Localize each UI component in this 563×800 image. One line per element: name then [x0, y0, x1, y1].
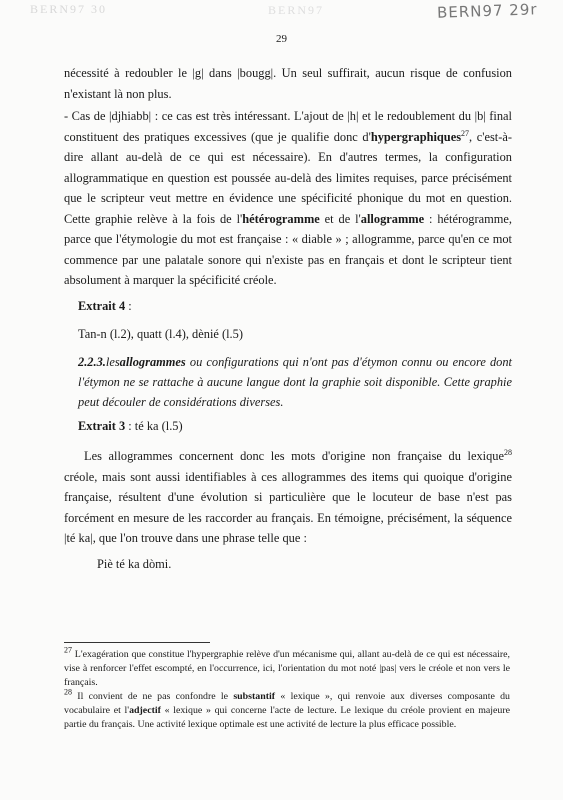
term-hypergraphiques: hypergraphiques — [370, 129, 462, 144]
extrait-4-label: Extrait 4 — [78, 299, 126, 313]
extrait-4-heading — [78, 296, 512, 317]
section-les: les — [105, 355, 120, 369]
paragraph-text: nécessité à redoubler le |g| dans |bougg|. Un seul suffirait, aucun risque de confusion n'existant là non plus. — [64, 66, 512, 101]
footnote-number: 27 — [64, 645, 72, 655]
example-sentence — [97, 554, 512, 575]
text-run: créole, mais sont aussi identifiables à ces allogrammes des items qui quoique d'origine française, résultent d'une évolution si particulière que le locuteur de base n'est pas forcément en mesure de les raccorder au français. En témoigne, précisément, la séquence |té ka|, que l'on trouve dans une phrase telle que : — [64, 469, 512, 545]
page-number: 29 — [276, 33, 287, 45]
text-run: et de l' — [319, 211, 361, 226]
extrait-3-text: : té ka (l.5) — [125, 419, 183, 433]
footnote-ref-28[interactable]: 28 — [504, 447, 512, 457]
extrait-4-content — [78, 324, 512, 345]
term-allogramme: allogramme — [360, 211, 425, 226]
section-text: ou configurations qui n'ont pas d'étymon connu ou encore dont l'étymon ne se rattache à aucune langue dont la graphie soit disponible. Cette graphie peut découler de considérations diverses. — [78, 355, 512, 409]
term-adjectif: adjectif — [129, 705, 161, 716]
footnote-text: « lexique » qui concerne l'acte de lecture. Le lexique du créole provient en majeure partie du français. Une activité lexique optimale est une activité de lecture la plus efficace possible. — [64, 705, 510, 730]
paragraph-redoubling — [64, 63, 512, 104]
section-number: 2.2.3. — [78, 355, 106, 369]
extrait-3-label: Extrait 3 — [78, 419, 126, 433]
footnote-28 — [64, 687, 510, 732]
extrait-4-text: Tan-n (l.2), quatt (l.4), dènié (l.5) — [78, 327, 243, 341]
faded-stamp-center: BERN97 — [268, 3, 325, 17]
extrait-3-heading — [78, 416, 512, 437]
footnote-text: Il convient de ne pas confondre le — [72, 691, 234, 702]
text-run: , c'est-à-dire allant au-delà de ce qui est nécessaire). En d'autres termes, la configuration allogrammatique en question est poussée au-delà des limites requises, parce précisément que le scripteur veut mettre en évidence une spécificité phonique du mot en question. Cette graphie relève à la fois de l' — [64, 129, 512, 226]
paragraph-allogrammes — [64, 446, 512, 549]
section-2-2-3 — [78, 352, 512, 412]
footnote-text: L'exagération que constitue l'hypergraphie relève d'un mécanisme qui, allant au-delà de ce qui est nécessaire, vise à renforcer l'effet escompté, en l'occurrence, ici, l'orientation du mot noté |pas| vers le créole et non vers le français. — [64, 649, 510, 688]
example-text: Piè té ka dòmi. — [97, 557, 172, 571]
footnote-ref-27[interactable]: 27 — [461, 128, 470, 138]
footnote-number: 28 — [64, 687, 72, 697]
term-heterogramme: hétérogramme — [242, 211, 320, 226]
footnote-27 — [64, 645, 510, 690]
paragraph-djhiabb — [64, 106, 512, 291]
handwritten-reference: BERN97 29r — [436, 0, 538, 22]
heading-colon: : — [125, 299, 132, 313]
text-run: : hétérogramme, parce que l'étymologie du mot est française : « diable » ; allogramme, parce qu'en ce mot commence par une palatale sonore qui n'existe pas en français et dont le scripteur tient absolument à marquer la spécificité créole. — [64, 211, 512, 287]
text-run: - Cas de |djhiabb| : ce cas est très intéressant. L'ajout de |h| et le redoublement du |b| final constituent des pratiques excessives (que je qualifie donc d' — [64, 109, 512, 144]
footnote-text: « lexique », qui renvoie aux diverses composante du vocabulaire et l' — [64, 691, 510, 716]
footnotes — [64, 645, 510, 732]
footnote-separator — [64, 642, 210, 643]
text-run: Les allogrammes concernent donc les mots d'origine non française du lexique — [84, 449, 504, 463]
section-term-allogrammes: allogrammes — [119, 355, 186, 369]
faded-stamp-left: BERN97 30 — [30, 2, 108, 16]
term-substantif: substantif — [233, 691, 276, 702]
